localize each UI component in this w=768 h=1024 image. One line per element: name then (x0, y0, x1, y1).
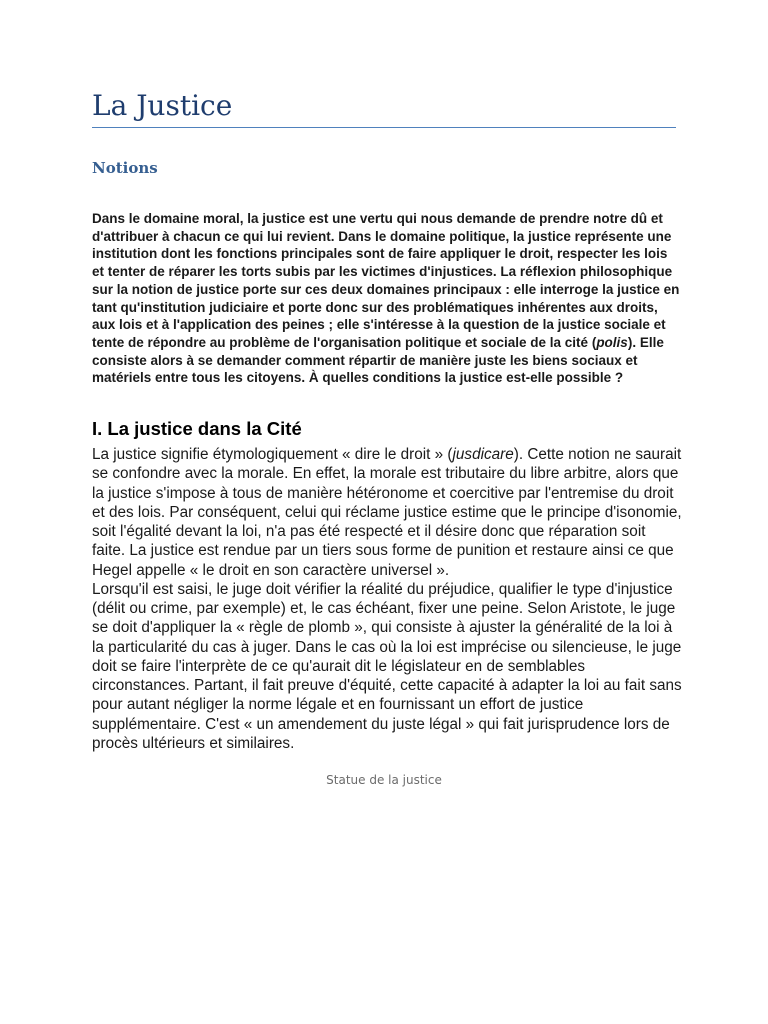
part-heading: I. La justice dans la Cité (92, 418, 302, 439)
body-text-end: ). Cette notion ne saurait se confondre avec la morale. En effet, la morale est tributaire du libre arbitre, alors que la justice s'impose à tous de manière hétéronome et coercitive par l'entremise du droit et des lois. Par conséquent, celui qui réclame justice estime que le principe d'isonomie, soit l'égalité devant la loi, n'a pas été respecté et il désire donc que réparation soit faite. La justice est rendue par un tiers sous forme de punition et restaure ainsi ce que Hegel appelle « le droit en son caractère universel ». (92, 446, 682, 579)
page-title: La Justice (92, 89, 233, 122)
body-paragraph-2: Lorsqu'il est saisi, le juge doit vérifier la réalité du préjudice, qualifier le type d'injustice (délit ou crime, par exemple) et, le cas échéant, fixer une peine. Selon Aristote, le juge se doit d'appliquer la « règle de plomb », qui consiste à ajuster la généralité de la loi à la particularité du cas à juger. Dans le cas où la loi est imprécise ou silencieuse, le juge doit se faire l'interprète de ce qu'aurait dit le législateur en de semblables circonstances. Partant, il fait preuve d'équité, cette capacité à adapter la loi au fait sans pour autant négliger la norme légale et en fournissant un effort de justice supplémentaire. C'est « un amendement du juste légal » qui fait jurisprudence lors de procès ultérieurs et similaires. (92, 580, 682, 752)
intro-text-start: Dans le domaine moral, la justice est une vertu qui nous demande de prendre notre dû et d'attribuer à chacun ce qui lui revient. Dans le domaine politique, la justice représente une institution dont les fonctions principales sont de faire appliquer le droit, respecter les lois et tenter de réparer les torts subis par les victimes d'injustices. La réflexion philosophique sur la notion de justice porte sur ces deux domaines principaux : elle interroge la justice en tant qu'institution judiciaire et porte donc sur des problématiques inhérentes aux droits, aux lois et à l'application des peines ; elle s'intéresse à la question de la justice sociale et tente de répondre au problème de l'organisation politique et sociale de la cité ( (92, 211, 680, 350)
section-heading-notions: Notions (92, 159, 158, 177)
body-text-start: La justice signifie étymologiquement « dire le droit » ( (92, 446, 453, 463)
intro-italic-term: polis (596, 334, 628, 350)
body-paragraph (92, 445, 682, 753)
intro-text-end: ). Elle consiste alors à se demander comment répartir de manière juste les biens sociaux et matériels entre tous les citoyens. À quelles conditions la justice est-elle possible ? (92, 334, 664, 386)
body-italic-term: jusdicare (452, 446, 514, 463)
intro-paragraph (92, 210, 682, 387)
image-caption: Statue de la justice (326, 773, 442, 787)
title-divider (92, 127, 676, 128)
